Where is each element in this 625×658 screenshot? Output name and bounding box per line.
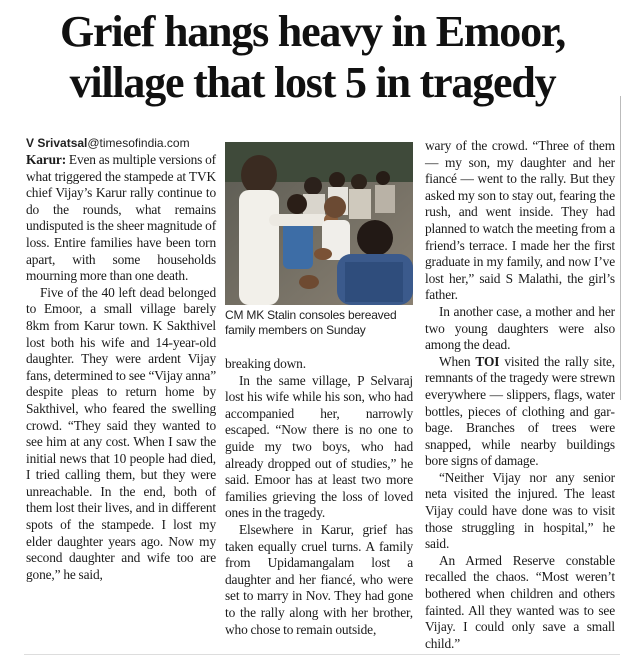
paragraph: breaking down. bbox=[225, 356, 306, 371]
article-column-3 bbox=[425, 138, 615, 652]
paragraph: Elsewhere in Karur, grief has taken equally cruel turns. A family from Upidamangalam lost a daughter and her fiancé, who were set to marry in Nov. They had gone to the rally along with her brother, who chose to remain outside, bbox=[225, 521, 413, 637]
toi-mention: TOI bbox=[475, 353, 500, 369]
paragraph bbox=[26, 152, 216, 285]
article-column-2 bbox=[225, 356, 413, 638]
paragraph bbox=[425, 354, 615, 470]
column-rule bbox=[620, 96, 621, 400]
headline-line-2: village that lost 5 in tragedy bbox=[69, 58, 556, 107]
paragraph-text: visited the rally site, remnants of the tragedy were strewn everywhere — slippers, flags, water bottles, pieces of clothing and garbage. Branches of trees were snapped, while nearby buildings bore signs of damage. bbox=[425, 353, 615, 469]
paragraph: An Armed Reserve constable recalled the chaos. “Most weren’t bothered when children and others fainted. All they wanted was to see Vijay. I could only save a small child.” bbox=[425, 552, 615, 651]
paragraph: Five of the 40 left dead belonged to Emoor, a small village barely 8km from Karur town. K Sakthivel lost both his wife and 14-year-old daughter. They were ardent Vijay fans, determined to see “Vijay anna” despite pleas to return home by Sakthivel, who feared the swelling crowd. “They said they wanted to see him at any cost. When I saw the initial news that 10 people had died, I tried calling them, but they were unreachable. In the end, both of them lost their lives, and in different spots of the stampede. I lost my elder daughter years ago. Now my second daughter and wife too are gone,” he said, bbox=[26, 284, 216, 582]
paragraph: wary of the crowd. “Three of them — my son, my daughter and her fiancé — went to the rally. But they asked my son to stay out, fearing the rush, and went inside. They had planned to watch the meeting from a friend’s terrace. I made her the first graduate in my family, and now I’ve lost her,” said S Malathi, the girl’s father. bbox=[425, 138, 615, 303]
byline bbox=[26, 136, 190, 150]
headline-line-1: Grief hangs heavy in Emoor, bbox=[59, 7, 565, 56]
paragraph-text: Even as multiple versions of what triggered the stampede at TVK chief Vijay’s Karur rally continue to do the rounds, what remains undisputed is the sheer magnitude of loss. Entire families have been torn apart, with some households mourning more than one death. bbox=[26, 152, 216, 284]
article-column-1 bbox=[26, 152, 216, 583]
paragraph: “Neither Vijay nor any senior neta visited the injured. The least Vijay could have done was to visit those struggling in hospital,” he said. bbox=[425, 469, 615, 552]
bottom-rule bbox=[24, 654, 620, 655]
paragraph: In another case, a mother and her two young daughters were also among the dead. bbox=[425, 303, 615, 353]
paragraph: In the same village, P Selvaraj lost his wife while his son, who had accompanied her, narrowly escaped. “Now there is no one to guide my two boys, who had already dropped out of studies,” he said. Emoor has at least two more families grieving the loss of loved ones in the tragedy. bbox=[225, 372, 413, 521]
photo-caption: CM MK Stalin consoles bereaved family members on Sunday bbox=[225, 308, 397, 337]
byline-author: V Srivatsal bbox=[26, 136, 88, 150]
dateline: Karur: bbox=[26, 152, 67, 167]
news-photo bbox=[225, 142, 413, 305]
paragraph-text: When bbox=[439, 353, 476, 369]
byline-email-domain: @timesofindia.com bbox=[87, 136, 190, 150]
headline bbox=[6, 6, 619, 108]
photo-image bbox=[225, 142, 413, 305]
